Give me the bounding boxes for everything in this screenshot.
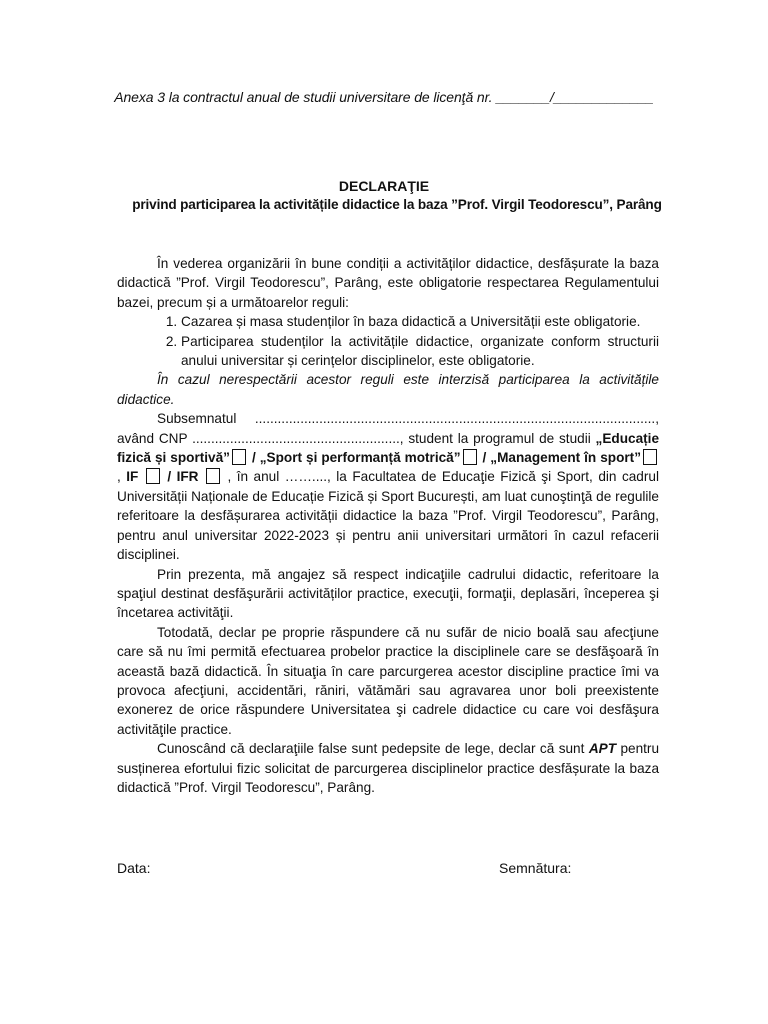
- program-option-1: „Educație fizică și sportivă”: [117, 430, 660, 466]
- separator: /: [167, 469, 172, 485]
- final-text-a: Cunoscând că declaraţiile false sunt pedepsite de lege, declar că sunt: [157, 741, 585, 757]
- rules-list: [117, 312, 659, 370]
- rule-item: 2. Participarea studenților la activitățile didactice, organizate conform structurii anului universitar și cerințelor disciplinelor, este obligatorie.: [181, 332, 659, 371]
- annex-header: Anexa 3 la contractul anual de studii universitare de licenţă nr. _______/_____________: [114, 89, 654, 105]
- declaration-paragraph: [117, 409, 659, 564]
- form-if-checkbox[interactable]: [146, 468, 160, 484]
- final-paragraph: [117, 739, 659, 797]
- declaration-text-2: , în anul ……...., la Facultatea de Educaţie Fizică şi Sport, din cadrul Universității Naționale de Educație Fizică și Sport București, am luat cunoştinţă de regulile referitoare la desfășurarea activității didactice la baza ”Prof. Virgil Teodorescu”, Parâng, pentru anul universitar 2022-2023 și pentru anii universitari următori în cazul refacerii disciplinei.: [117, 469, 659, 563]
- commitment-paragraph: Prin prezenta, mă angajez să respect indicaţiile cadrului didactic, referitoare la spaţiul destinat desfăşurării activităților practice, execuţii, formaţii, deplasări, începerea şi încetarea activităţii.: [117, 566, 659, 621]
- comma: ,: [117, 469, 121, 485]
- date-label: Data:: [117, 860, 151, 876]
- document-title: DECLARAŢIE: [338, 178, 430, 194]
- form-ifr-checkbox[interactable]: [206, 468, 220, 484]
- signature-label: Semnătura:: [499, 860, 572, 876]
- form-ifr-label: IFR: [176, 469, 199, 485]
- separator: /: [482, 450, 487, 466]
- document-subtitle: privind participarea la activitățile didactice la baza ”Prof. Virgil Teodorescu”, Parâng: [132, 197, 662, 212]
- health-paragraph: Totodată, declar pe proprie răspundere că nu sufăr de nicio boală sau afecţiune care să nu îmi permită efectuarea probelor practice la disciplinele care se desfăşoară în această bază didactică. În situaţia în care parcurgerea acestor discipline practice îmi va provoca afecţiuni, accidentări, răniri, vătămări sau agravarea unor boli preexistente exonerez de orice răspundere Universitatea şi cadrele didactice cu care voi desfăşura activităţile practice.: [117, 624, 659, 737]
- document-body: [117, 254, 659, 797]
- declaration-text-1: Subsemnatul .........................................................................................................., având CNP ......................................................., student la programul de studii: [117, 411, 659, 446]
- intro-paragraph: În vederea organizării în bune condiții a activităților didactice, desfășurate la baza didactică ”Prof. Virgil Teodorescu”, Parâng, este obligatorie respectarea Regulamentului bazei, precum și a următoarelor reguli:: [117, 256, 659, 310]
- program-2-checkbox[interactable]: [463, 449, 477, 465]
- form-if-label: IF: [126, 469, 139, 485]
- apt-mark: APT: [588, 741, 617, 757]
- warning-paragraph: În cazul nerespectării acestor reguli este interzisă participarea la activitățile didactice.: [117, 372, 659, 407]
- rule-item: 1. Cazarea și masa studenților în baza didactică a Universității este obligatorie.: [181, 312, 659, 331]
- program-3-checkbox[interactable]: [643, 449, 657, 465]
- separator: /: [251, 450, 256, 466]
- program-option-3: „Management în sport”: [490, 450, 641, 466]
- program-1-checkbox[interactable]: [232, 449, 246, 465]
- final-text-b: pentru susținerea efortului fizic solicitat de parcurgerea disciplinelor practice desfășurate la baza didactică ”Prof. Virgil Teodorescu”, Parâng.: [117, 741, 660, 795]
- program-option-2: „Sport și performanță motrică”: [259, 450, 461, 466]
